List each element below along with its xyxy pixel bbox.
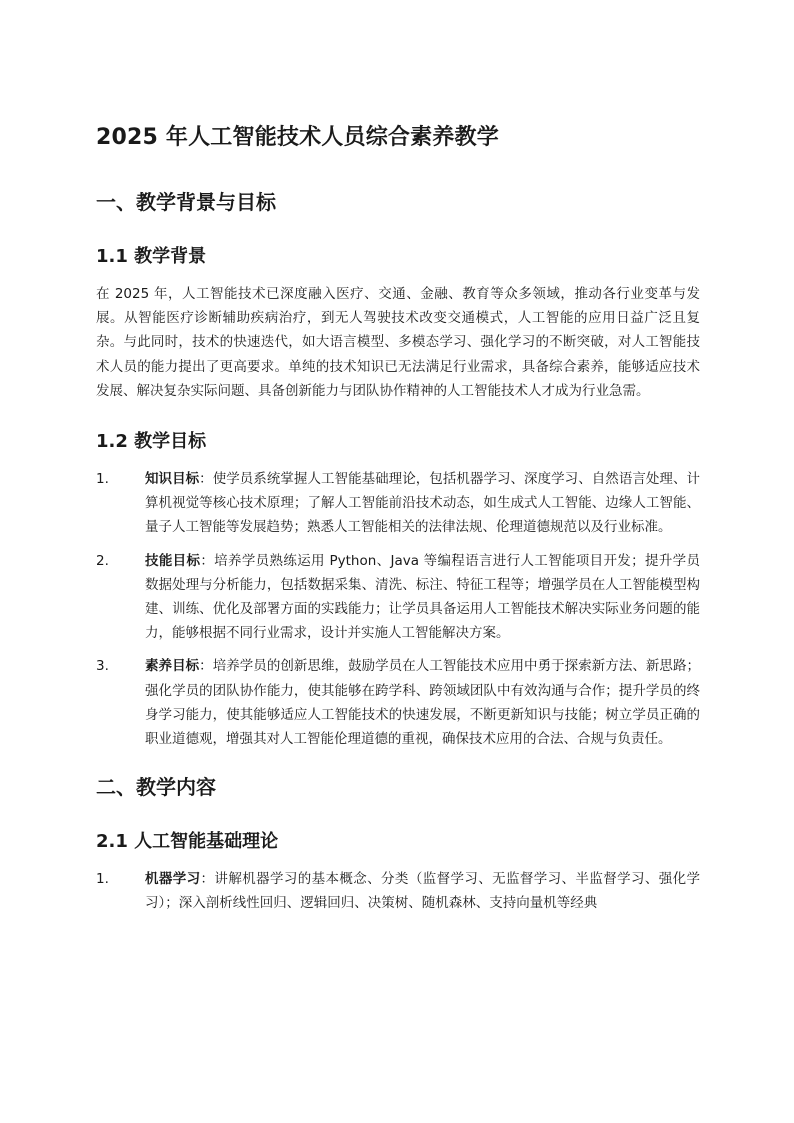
list-item bbox=[96, 654, 700, 751]
list-number: 2. bbox=[96, 552, 109, 569]
list-item-text: ：培养学员熟练运用 Python、Java 等编程语言进行人工智能项目开发；提升学员数据处理与分析能力，包括数据采集、清洗、标注、特征工程等；增强学员在人工智能模型构建、训练、优化及部署方面的实践能力；让学员具备运用人工智能技术解决实际业务问题的能力，能够根据不同行业需求，设计并实施人工智能解决方案。 bbox=[145, 552, 700, 642]
list-number: 3. bbox=[96, 658, 109, 675]
section-heading: 二、教学内容 bbox=[96, 775, 216, 800]
section-heading: 一、教学背景与目标 bbox=[96, 190, 276, 214]
subsection-heading: 1.1 教学背景 bbox=[96, 246, 207, 267]
list-item-text: ：培养学员的创新思维，鼓励学员在人工智能技术应用中勇于探索新方法、新思路；强化学员的团队协作能力，使其能够在跨学科、跨领域团队中有效沟通与合作；提升学员的终身学习能力，使其能够适应人工智能技术的快速发展，不断更新知识与技能；树立学员正确的职业道德观，增强其对人工智能伦理道德的重视，确保技术应用的合法、合规与负责任。 bbox=[145, 658, 701, 748]
goals-list bbox=[96, 467, 700, 751]
list-item bbox=[96, 549, 700, 646]
list-number: 1. bbox=[96, 471, 109, 488]
list-item bbox=[96, 467, 700, 540]
list-item-text: ：使学员系统掌握人工智能基础理论，包括机器学习、深度学习、自然语言处理、计算机视觉等核心技术原理；了解人工智能前沿技术动态，如生成式人工智能、边缘人工智能、量子人工智能等发展趋势；熟悉人工智能相关的法律法规、伦理道德规范以及行业标准。 bbox=[145, 471, 701, 536]
document-title: 2025 年人工智能技术人员综合素养教学 bbox=[96, 125, 499, 150]
list-item-label: 技能目标 bbox=[145, 552, 201, 569]
list-item bbox=[96, 867, 700, 915]
document-content bbox=[96, 118, 700, 934]
list-item-label: 知识目标 bbox=[145, 471, 200, 488]
content-list bbox=[96, 867, 700, 915]
background-paragraph: 在 2025 年，人工智能技术已深度融入医疗、交通、金融、教育等众多领域，推动各行业变革与发展。从智能医疗诊断辅助疾病治疗，到无人驾驶技术改变交通模式，人工智能的应用日益广泛且复杂。与此同时，技术的快速迭代，如大语言模型、多模态学习、强化学习的不断突破，对人工智能技术人员的能力提出了更高要求。单纯的技术知识已无法满足行业需求，具备综合素养，能够适应技术发展、解决复杂实际问题、具备创新能力与团队协作精神的人工智能技术人才成为行业急需。 bbox=[96, 286, 700, 399]
list-item-label: 机器学习 bbox=[145, 871, 201, 888]
list-item-text: ：讲解机器学习的基本概念、分类（监督学习、无监督学习、半监督学习、强化学习）；深入剖析线性回归、逻辑回归、决策树、随机森林、支持向量机等经典 bbox=[145, 871, 701, 912]
subsection-heading: 1.2 教学目标 bbox=[96, 431, 207, 453]
list-item-label: 素养目标 bbox=[145, 658, 200, 675]
list-number: 1. bbox=[96, 871, 109, 888]
subsection-heading: 2.1 人工智能基础理论 bbox=[96, 831, 279, 853]
